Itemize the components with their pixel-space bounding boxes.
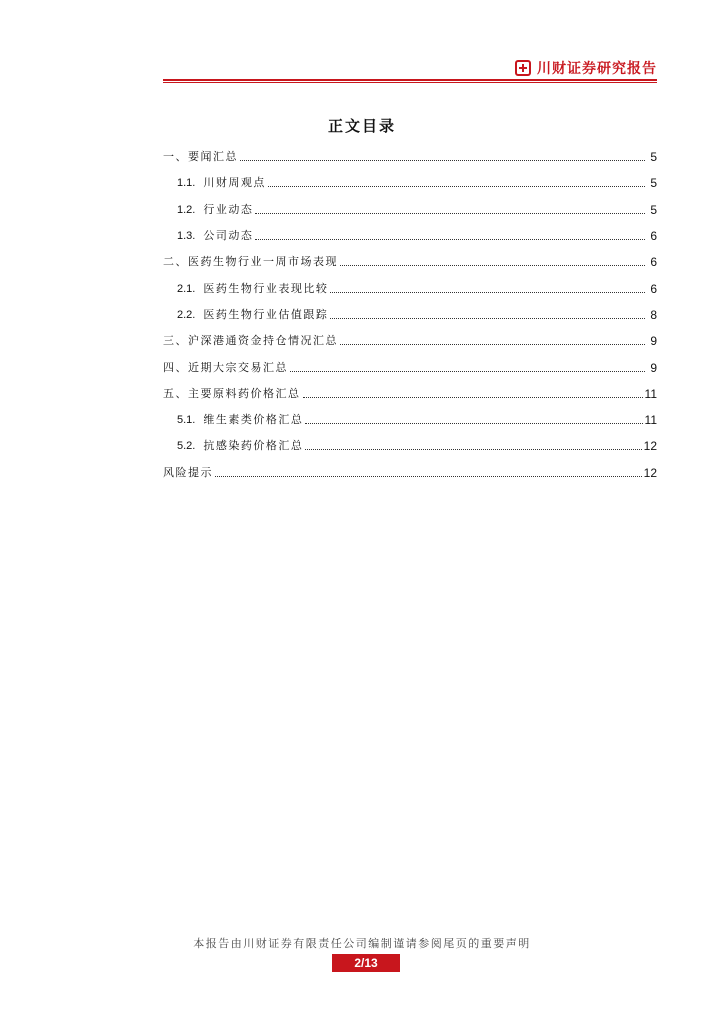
toc-dot-leader (330, 283, 645, 293)
toc-entry-number: 5.1. (177, 414, 196, 427)
toc-dot-leader (290, 362, 645, 372)
toc-entry-title: 四、近期大宗交易汇总 (163, 360, 288, 374)
brand-name: 川财证券研究报告 (537, 61, 657, 77)
toc-entry-number: 1.1. (177, 177, 196, 190)
toc-entry-page: 6 (650, 255, 657, 270)
toc-entry-title: 五、主要原料药价格汇总 (163, 386, 301, 400)
toc-title: 正文目录 (327, 117, 396, 135)
toc-dot-leader (303, 388, 643, 398)
toc-entry-page: 5 (650, 202, 657, 217)
toc-entry[interactable] (163, 460, 657, 486)
toc-entry-title: 二、医药生物行业一周市场表现 (163, 255, 338, 269)
brand (515, 58, 657, 78)
toc-entry-page: 8 (650, 307, 657, 322)
toc-entry-title: 医药生物行业估值跟踪 (203, 307, 329, 321)
toc-entry[interactable] (163, 249, 657, 275)
toc-dot-leader (215, 467, 642, 477)
chuancai-logo-icon (515, 60, 531, 76)
toc-entry[interactable] (163, 328, 657, 354)
toc-entry-title: 行业动态 (203, 202, 254, 216)
toc-entry-title: 三、沪深港通资金持仓情况汇总 (163, 334, 338, 348)
toc-dot-leader (340, 335, 645, 345)
toc-entry[interactable] (163, 144, 657, 170)
toc-entry[interactable] (163, 354, 657, 380)
toc-entry[interactable] (163, 223, 657, 249)
toc-entry-number: 1.3. (177, 230, 196, 243)
toc-entry-page: 6 (650, 229, 657, 244)
toc-entry-number: 5.2. (177, 440, 196, 453)
toc-entry-title: 公司动态 (203, 229, 254, 243)
toc-entry[interactable] (163, 302, 657, 328)
page-number-badge: 2/13 (332, 954, 400, 972)
table-of-contents (163, 144, 657, 486)
toc-dot-leader (330, 309, 645, 319)
toc-entry-page: 6 (650, 281, 657, 296)
toc-entry-page: 12 (643, 439, 657, 454)
toc-entry[interactable] (163, 170, 657, 196)
toc-entry-title: 川财周观点 (203, 176, 266, 190)
toc-entry-number: 2.1. (177, 282, 196, 295)
page-header (163, 56, 657, 82)
toc-entry-page: 11 (644, 386, 657, 401)
header-rule-thin (163, 82, 657, 83)
toc-entry[interactable] (163, 433, 657, 459)
toc-entry[interactable] (163, 381, 657, 407)
toc-entry-page: 5 (650, 150, 657, 165)
toc-entry[interactable] (163, 197, 657, 223)
toc-entry-page: 12 (643, 465, 657, 480)
toc-entry-title: 医药生物行业表现比较 (203, 281, 329, 295)
toc-dot-leader (240, 151, 645, 161)
toc-dot-leader (255, 230, 645, 240)
toc-entry[interactable] (163, 275, 657, 301)
footer-disclaimer: 本报告由川财证券有限责任公司编制谨请参阅尾页的重要声明 (193, 937, 531, 950)
toc-entry-page: 11 (644, 413, 657, 428)
toc-entry-title: 抗感染药价格汇总 (203, 439, 304, 453)
toc-dot-leader (255, 204, 645, 214)
toc-dot-leader (305, 440, 641, 450)
toc-entry-number: 1.2. (177, 203, 196, 216)
toc-dot-leader (340, 256, 645, 266)
toc-entry-page: 9 (650, 334, 657, 349)
toc-entry-number: 2.2. (177, 308, 196, 321)
toc-entry-page: 9 (650, 360, 657, 375)
toc-entry-page: 5 (650, 176, 657, 191)
toc-dot-leader (305, 414, 642, 424)
toc-entry-title: 维生素类价格汇总 (203, 413, 304, 427)
toc-dot-leader (268, 177, 645, 187)
toc-entry-title: 一、要闻汇总 (163, 150, 238, 164)
header-rule (163, 79, 657, 81)
toc-entry[interactable] (163, 407, 657, 433)
toc-entry-title: 风险提示 (163, 465, 213, 479)
